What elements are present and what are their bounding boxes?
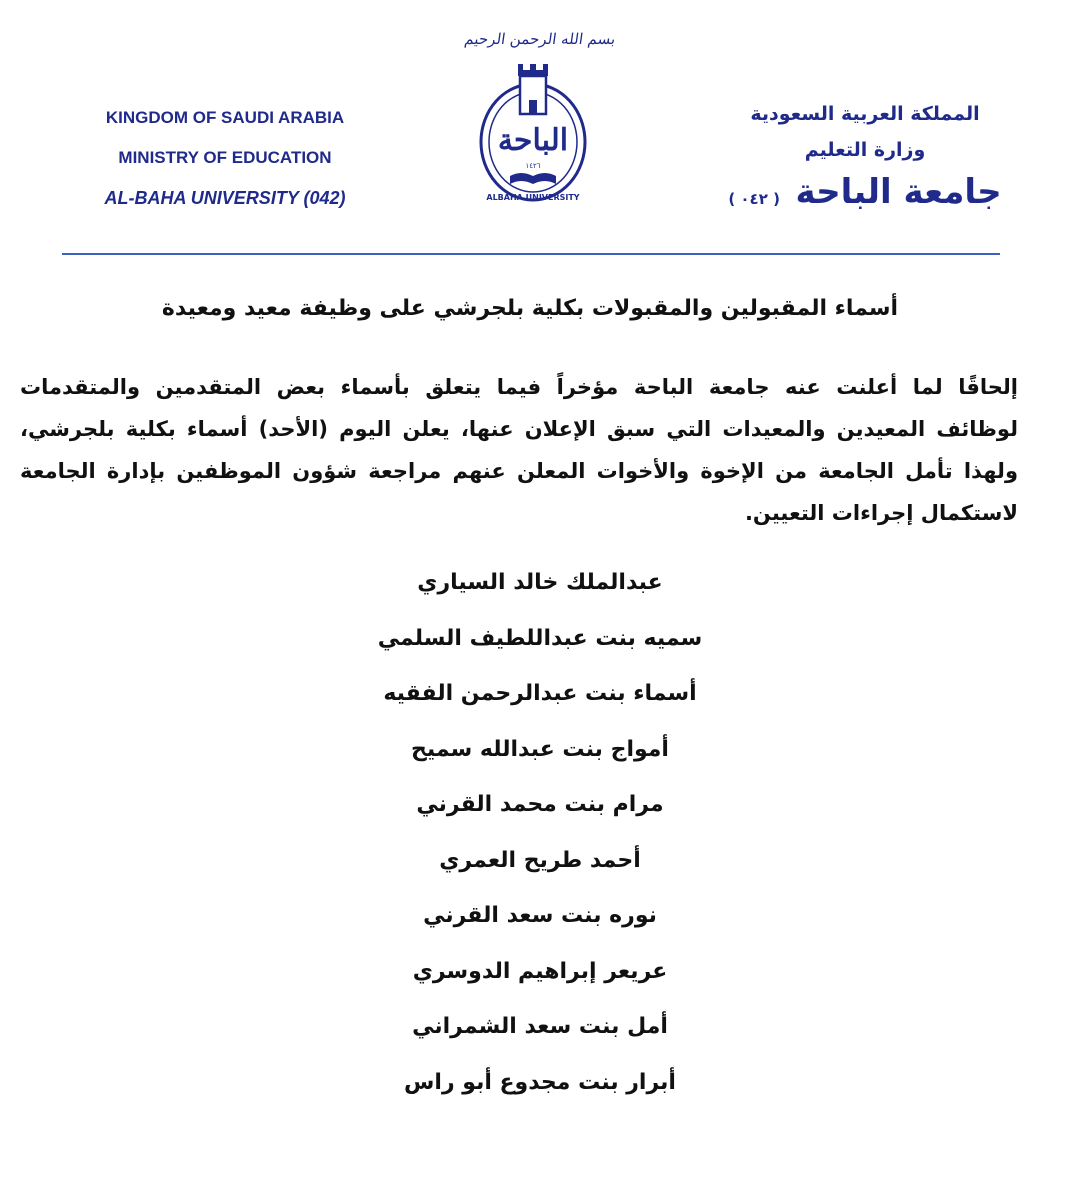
list-item: أحمد طريح العمري xyxy=(439,847,641,873)
seal-arabic-name: الباحة xyxy=(497,123,569,158)
letterhead-arabic xyxy=(720,96,1010,212)
list-item: عريعر إبراهيم الدوسري xyxy=(412,958,668,984)
university-arabic: جامعة الباحة xyxy=(795,172,1002,212)
list-item: أسماء بنت عبدالرحمن الفقيه xyxy=(383,681,697,706)
document-title: أسماء المقبولين والمقبولات بكلية بلجرشي على وظيفة معيد ومعيدة xyxy=(161,296,899,321)
header-divider xyxy=(62,253,1000,255)
country-arabic: المملكة العربية السعودية xyxy=(750,103,980,125)
university-seal-icon xyxy=(458,60,608,210)
announcement-paragraph xyxy=(20,366,1018,534)
university-arabic-row xyxy=(720,172,1010,212)
basmala: بسم الله الرحمن الرحيم xyxy=(463,30,617,48)
book-icon xyxy=(510,173,556,184)
ministry-arabic: وزارة التعليم xyxy=(804,139,926,161)
seal-year: ١٤٢٦ xyxy=(525,162,541,170)
country-english: KINGDOM OF SAUDI ARABIA xyxy=(105,108,345,127)
paragraph-line: ولهذا تأمل الجامعة من الإخوة والأخوات المعلن عنهم مراجعة شؤون الموظفين بإدارة الجامعة xyxy=(20,459,1018,483)
paragraph-line: لاستكمال إجراءات التعيين. xyxy=(744,501,1018,525)
letterhead-english xyxy=(80,98,370,218)
list-item: نوره بنت سعد القرني xyxy=(423,903,657,928)
list-item: أمواج بنت عبدالله سميح xyxy=(411,736,669,762)
list-item: سميه بنت عبداللطيف السلمي xyxy=(377,625,703,651)
list-item: أمل بنت سعد الشمراني xyxy=(412,1014,668,1039)
university-code: ( ٠٤٢ ) xyxy=(728,189,780,208)
list-item: عبدالملك خالد السياري xyxy=(417,570,663,595)
list-item: أبرار بنت مجدوع أبو راس xyxy=(404,1069,676,1095)
paragraph-line: لوظائف المعيدين والمعيدات التي سبق الإعلان عنها، يعلن اليوم (الأحد) أسماء بكلية بلجرشي، xyxy=(20,417,1018,441)
paragraph-line: إلحاقًا لما أعلنت عنه جامعة الباحة مؤخراً فيما يتعلق بأسماء بعض المتقدمين والمتقدمات xyxy=(20,375,1018,399)
seal-english-name: ALBAHA UNIVERSITY xyxy=(486,193,580,202)
list-item: مرام بنت محمد القرني xyxy=(416,792,664,817)
ministry-english: MINISTRY OF EDUCATION xyxy=(118,148,332,167)
accepted-names-list xyxy=(220,560,860,1115)
university-english: AL-BAHA UNIVERSITY (042) xyxy=(104,188,346,208)
